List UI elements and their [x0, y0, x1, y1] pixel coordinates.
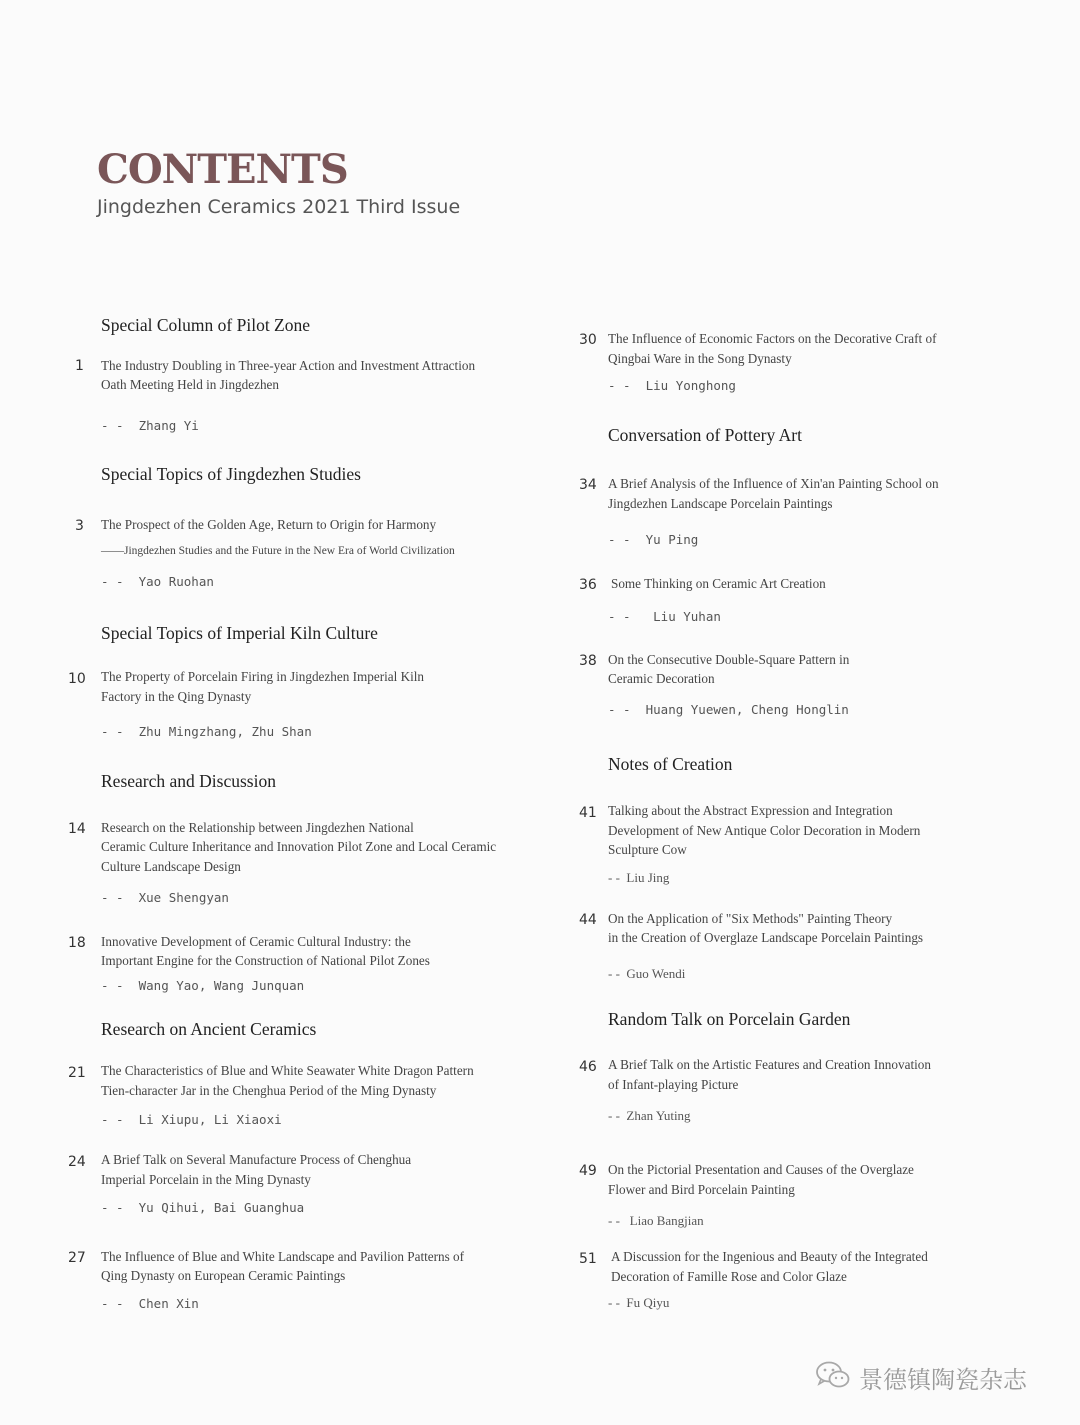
page-number: 3: [75, 518, 84, 534]
page-number: 14: [68, 821, 86, 837]
article-author: - - Liu Yuhan: [608, 609, 721, 624]
article-author: - - Zhang Yi: [101, 418, 199, 433]
article-title-line: Flower and Bird Porcelain Painting: [608, 1182, 795, 1197]
article-title-line: A Brief Talk on Several Manufacture Process of Chenghua: [101, 1152, 412, 1167]
article-title-line: of Infant-playing Picture: [608, 1077, 739, 1092]
article-title-line: On the Consecutive Double-Square Pattern in: [608, 652, 850, 667]
article-author: - - Zhu Mingzhang, Zhu Shan: [101, 724, 312, 739]
section-heading: Random Talk on Porcelain Garden: [608, 1009, 851, 1029]
article-title-line: A Brief Analysis of the Influence of Xin'an Painting School on: [608, 476, 939, 491]
page-number: 41: [579, 805, 597, 821]
article-author: - - Yu Qihui, Bai Guanghua: [101, 1200, 305, 1215]
page-number: 49: [579, 1163, 597, 1179]
page-number: 27: [68, 1250, 86, 1266]
article-title-line: Development of New Antique Color Decoration in Modern: [608, 823, 921, 838]
article-title-line: The Prospect of the Golden Age, Return to Origin for Harmony: [101, 517, 437, 532]
article-title-line: Oath Meeting Held in Jingdezhen: [101, 377, 279, 392]
article-title-line: Talking about the Abstract Expression and Integration: [608, 803, 893, 818]
section-heading: Special Topics of Imperial Kiln Culture: [101, 623, 378, 643]
article-title-line: The Characteristics of Blue and White Seawater White Dragon Pattern: [101, 1063, 474, 1078]
page-title: CONTENTS: [97, 146, 348, 193]
article-author: - - Liu Yonghong: [608, 378, 736, 393]
article-title-line: Imperial Porcelain in the Ming Dynasty: [101, 1172, 311, 1187]
article-author: - - Xue Shengyan: [101, 890, 229, 905]
page-number: 30: [579, 332, 597, 348]
article-title-line: Decoration of Famille Rose and Color Glaze: [611, 1269, 847, 1284]
article-title-line: Factory in the Qing Dynasty: [101, 689, 252, 704]
article-author: - - Chen Xin: [101, 1296, 199, 1311]
article-author: - - Li Xiupu, Li Xiaoxi: [101, 1112, 282, 1127]
article-title-line: On the Pictorial Presentation and Causes of the Overglaze: [608, 1162, 914, 1177]
page-number: 51: [579, 1251, 597, 1267]
watermark: [815, 1360, 1027, 1395]
article-author: - - Zhan Yuting: [608, 1108, 691, 1123]
article-title-line: Ceramic Decoration: [608, 671, 715, 686]
article-title-line: The Industry Doubling in Three-year Action and Investment Attraction: [101, 358, 476, 373]
article-author: - - Guo Wendi: [608, 966, 686, 981]
page-number: 44: [579, 912, 597, 928]
article-title-line: Some Thinking on Ceramic Art Creation: [611, 576, 826, 591]
page-number: 1: [75, 358, 84, 374]
page-subtitle: Jingdezhen Ceramics 2021 Third Issue: [97, 196, 461, 218]
article-title-line: Qingbai Ware in the Song Dynasty: [608, 351, 792, 366]
article-title-line: Ceramic Culture Inheritance and Innovation Pilot Zone and Local Ceramic: [101, 839, 497, 854]
article-title-line: Jingdezhen Landscape Porcelain Paintings: [608, 496, 833, 511]
article-author: - - Fu Qiyu: [608, 1295, 670, 1310]
page-number: 21: [68, 1065, 86, 1081]
article-title-line: The Influence of Blue and White Landscape and Pavilion Patterns of: [101, 1249, 465, 1264]
article-title-line: Culture Landscape Design: [101, 859, 241, 874]
article-author: - - Yao Ruohan: [101, 574, 214, 589]
article-title-line: A Discussion for the Ingenious and Beauty of the Integrated: [611, 1249, 928, 1264]
article-author: - - Wang Yao, Wang Junquan: [101, 978, 305, 993]
section-heading: Special Column of Pilot Zone: [101, 315, 311, 335]
article-title-line: The Influence of Economic Factors on the Decorative Craft of: [608, 331, 937, 346]
section-heading: Research and Discussion: [101, 771, 276, 791]
page-number: 10: [68, 671, 86, 687]
article-title-line: Qing Dynasty on European Ceramic Paintings: [101, 1268, 346, 1283]
article-title-line: A Brief Talk on the Artistic Features and Creation Innovation: [608, 1057, 931, 1072]
page-number: 36: [579, 577, 597, 593]
section-heading: Conversation of Pottery Art: [608, 425, 802, 445]
page-number: 46: [579, 1059, 597, 1075]
article-author: - - Yu Ping: [608, 532, 699, 547]
section-heading: Research on Ancient Ceramics: [101, 1019, 317, 1039]
page-number: 34: [579, 477, 597, 493]
section-heading: Special Topics of Jingdezhen Studies: [101, 464, 361, 484]
section-heading: Notes of Creation: [608, 754, 733, 774]
article-title-line: Important Engine for the Construction of National Pilot Zones: [101, 953, 430, 968]
wechat-icon: [815, 1360, 851, 1395]
article-author: - - Huang Yuewen, Cheng Honglin: [608, 702, 849, 717]
page-number: 18: [68, 935, 86, 951]
article-title-line: On the Application of "Six Methods" Painting Theory: [608, 911, 893, 926]
article-title-line: in the Creation of Overglaze Landscape Porcelain Paintings: [608, 930, 924, 945]
article-subtitle-line: ——Jingdezhen Studies and the Future in the New Era of World Civilization: [101, 545, 455, 557]
article-author: - - Liao Bangjian: [608, 1213, 704, 1228]
page-number: 24: [68, 1154, 86, 1170]
article-title-line: Research on the Relationship between Jingdezhen National: [101, 820, 414, 835]
page-number: 38: [579, 653, 597, 669]
article-title-line: Sculpture Cow: [608, 842, 687, 857]
article-title-line: Tien-character Jar in the Chenghua Period of the Ming Dynasty: [101, 1083, 437, 1098]
article-title-line: Innovative Development of Ceramic Cultural Industry: the: [101, 934, 411, 949]
article-title-line: The Property of Porcelain Firing in Jingdezhen Imperial Kiln: [101, 669, 425, 684]
watermark-text: 景德镇陶瓷杂志: [859, 1366, 1027, 1394]
article-author: - - Liu Jing: [608, 870, 670, 885]
